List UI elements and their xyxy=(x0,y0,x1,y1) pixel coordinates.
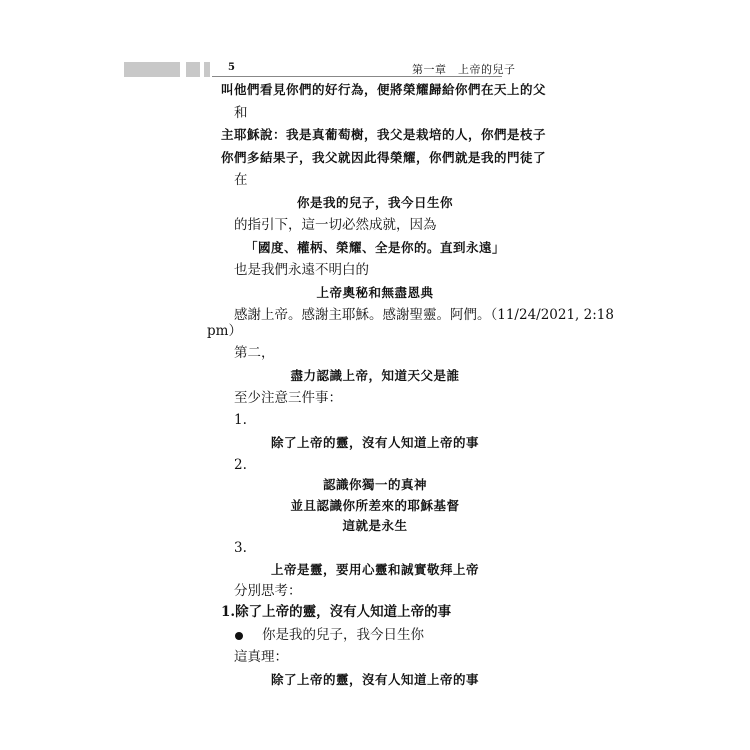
text-line: 和 xyxy=(234,105,248,121)
scripture-line: 你是我的兒子，我今日生你 xyxy=(296,195,453,210)
bullet-text: 你是我的兒子，我今日生你 xyxy=(262,627,424,643)
text-line: 第二， xyxy=(234,345,275,361)
scripture-line: 上帝奧秘和無盡恩典 xyxy=(316,285,434,300)
scripture-line: 盡力認識上帝，知道天父是誰 xyxy=(290,368,460,383)
text-line: 這真理： xyxy=(234,649,288,665)
text-line: pm） xyxy=(207,323,242,339)
running-head: 第一章 上帝的兒子 xyxy=(412,63,516,76)
section-heading: 1.除了上帝的靈，沒有人知道上帝的事 xyxy=(221,604,452,620)
text-line: 叫他們看見你們的好行為，便將榮耀歸給你們在天上的父 xyxy=(221,82,547,97)
list-number: 2. xyxy=(234,457,247,473)
header-decor-bar xyxy=(124,62,180,77)
scripture-line: 認識你獨一的真神 xyxy=(322,477,427,492)
text-line: 你們多結果子，我父就因此得榮耀，你們就是我的門徒了 xyxy=(221,150,547,165)
scripture-line: 上帝是靈，要用心靈和誠實敬拜上帝 xyxy=(270,562,479,577)
scripture-line: 「國度、權柄、榮耀、全是你的。直到永遠」 xyxy=(244,240,505,255)
text-line: 分別思考： xyxy=(234,583,302,599)
scripture-line: 這就是永生 xyxy=(342,518,408,533)
scripture-line: 除了上帝的靈，沒有人知道上帝的事 xyxy=(270,672,479,687)
bullet-icon xyxy=(235,632,243,640)
text-line: 至少注意三件事： xyxy=(234,390,342,406)
text-line: 感謝上帝。感謝主耶穌。感謝聖靈。阿們。（11/24/2021, 2:18 xyxy=(234,307,614,323)
text-line: 的指引下，這一切必然成就，因為 xyxy=(234,217,437,233)
text-line: 也是我們永遠不明白的 xyxy=(234,262,369,278)
list-number: 3. xyxy=(234,540,247,556)
list-number: 1. xyxy=(234,412,247,428)
text-line: 主耶穌說：我是真葡萄樹，我父是栽培的人，你們是枝子 xyxy=(221,127,547,142)
scripture-line: 除了上帝的靈，沒有人知道上帝的事 xyxy=(270,435,479,450)
header-decor-bar xyxy=(186,62,200,77)
header-decor-bar xyxy=(204,62,210,77)
scripture-line: 並且認識你所差來的耶穌基督 xyxy=(290,498,460,513)
page-number: 5 xyxy=(228,62,235,73)
text-line: 在 xyxy=(234,172,248,188)
